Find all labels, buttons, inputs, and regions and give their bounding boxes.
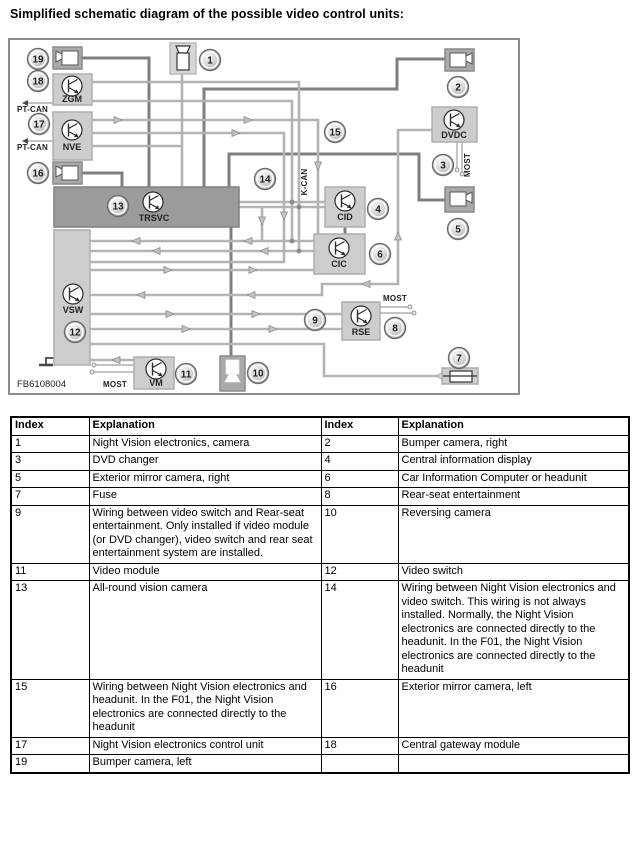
header-index-2: Index (321, 417, 398, 435)
callout-10 (248, 363, 269, 384)
header-explanation-1: Explanation (89, 417, 321, 435)
page-title: Simplified schematic diagram of the possible video control units: (10, 7, 405, 21)
svg-text:16: 16 (32, 168, 44, 180)
ptcan-label-1: PT-CAN (17, 105, 48, 114)
callout-8 (385, 318, 406, 339)
svg-text:9: 9 (312, 315, 318, 327)
index-cell: 19 (11, 755, 89, 773)
explanation-cell: Video module (89, 563, 321, 581)
module-cic (314, 234, 365, 274)
index-cell: 7 (11, 488, 89, 506)
explanation-cell: Rear-seat entertainment (398, 488, 629, 506)
svg-text:10: 10 (252, 368, 264, 380)
module-cid (325, 187, 365, 227)
index-cell: 16 (321, 679, 398, 737)
table-row (11, 755, 629, 773)
svg-text:11: 11 (180, 369, 192, 381)
svg-text:17: 17 (33, 119, 45, 131)
callout-9 (305, 310, 326, 331)
explanation-cell: Night Vision electronics, camera (89, 435, 321, 453)
wire-cam16-trsvc (82, 173, 122, 187)
callout-19 (28, 49, 49, 70)
index-cell: 17 (11, 737, 89, 755)
module-rse (342, 302, 380, 340)
callout-13 (108, 196, 129, 217)
explanation-cell: Bumper camera, left (89, 755, 321, 773)
index-cell: 9 (11, 505, 89, 563)
svg-text:8: 8 (392, 323, 398, 335)
table-row (11, 453, 629, 471)
svg-text:7: 7 (456, 353, 462, 365)
index-cell (321, 755, 398, 773)
callout-14 (255, 169, 276, 190)
module-vsw (54, 230, 90, 365)
table-header-row (11, 417, 629, 435)
svg-text:18: 18 (32, 76, 44, 88)
fuse-symbol (442, 368, 478, 384)
rse-label: RSE (351, 327, 371, 337)
index-cell: 11 (11, 563, 89, 581)
callout-5 (448, 219, 469, 240)
dvdc-label: DVDC (441, 130, 467, 140)
camera-19 (53, 47, 82, 69)
most-label-rse: MOST (383, 294, 407, 303)
table-row (11, 563, 629, 581)
table-row (11, 581, 629, 680)
callout-11 (176, 364, 197, 385)
module-trsvc (54, 187, 239, 227)
explanation-cell: Central information display (398, 453, 629, 471)
callout-15 (325, 122, 346, 143)
svg-text:12: 12 (69, 327, 81, 339)
module-zgm (53, 74, 92, 105)
table-row (11, 679, 629, 737)
svg-text:4: 4 (375, 204, 381, 216)
cid-label: CID (337, 212, 353, 222)
explanation-cell: Wiring between Night Vision electronics and video switch. This wiring is not always installed. Normally, the Night Vision electronics are connected directly to the headunit. In the F01, the Night Vision electronics are connected directly to the headunit (398, 581, 629, 680)
camera-5 (445, 187, 474, 212)
schematic-svg (10, 40, 518, 393)
svg-text:15: 15 (329, 127, 341, 139)
table-row (11, 435, 629, 453)
ptcan-label-2: PT-CAN (17, 143, 48, 152)
nve-label: NVE (62, 142, 82, 152)
trsvc-label: TRSVC (138, 213, 170, 223)
camera-16 (53, 162, 82, 184)
index-cell: 5 (11, 470, 89, 488)
svg-text:6: 6 (377, 249, 383, 261)
callout-2 (448, 77, 469, 98)
index-cell: 12 (321, 563, 398, 581)
index-cell: 10 (321, 505, 398, 563)
most-label-dvdc: MOST (463, 153, 472, 177)
module-nve (53, 112, 92, 160)
svg-text:5: 5 (455, 224, 461, 236)
index-cell: 1 (11, 435, 89, 453)
vm-label: VM (149, 378, 163, 388)
index-cell: 3 (11, 453, 89, 471)
callout-1 (200, 50, 221, 71)
index-cell: 15 (11, 679, 89, 737)
svg-text:3: 3 (440, 160, 446, 172)
most-label-vm: MOST (103, 380, 127, 389)
header-index-1: Index (11, 417, 89, 435)
index-cell: 8 (321, 488, 398, 506)
explanation-cell (398, 755, 629, 773)
vsw-label: VSW (62, 305, 84, 315)
explanation-cell: Central gateway module (398, 737, 629, 755)
header-explanation-2: Explanation (398, 417, 629, 435)
explanation-cell: Bumper camera, right (398, 435, 629, 453)
figure-id: FB6108004 (17, 379, 67, 390)
module-dvdc (432, 107, 477, 142)
explanation-cell: Reversing camera (398, 505, 629, 563)
legend-table (10, 416, 630, 774)
svg-text:13: 13 (112, 201, 124, 213)
callout-16 (28, 163, 49, 184)
camera-2 (445, 49, 474, 71)
table-row (11, 488, 629, 506)
callout-17 (29, 114, 50, 135)
index-cell: 18 (321, 737, 398, 755)
index-cell: 14 (321, 581, 398, 680)
explanation-cell: DVD changer (89, 453, 321, 471)
explanation-cell: All-round vision camera (89, 581, 321, 680)
callout-6 (370, 244, 391, 265)
svg-text:19: 19 (32, 54, 44, 66)
explanation-cell: Video switch (398, 563, 629, 581)
explanation-cell: Wiring between Night Vision electronics and headunit. In the F01, the Night Vision electronics are connected directly to the headunit (89, 679, 321, 737)
explanation-cell: Wiring between video switch and Rear-seat entertainment. Only installed if video module (or DVD changer), video switch and rear seat entertainment system are installed. (89, 505, 321, 563)
table-row (11, 470, 629, 488)
svg-text:1: 1 (207, 55, 213, 67)
table-row (11, 737, 629, 755)
callout-4 (368, 199, 389, 220)
svg-text:2: 2 (455, 82, 461, 94)
explanation-cell: Exterior mirror camera, left (398, 679, 629, 737)
index-cell: 4 (321, 453, 398, 471)
index-cell: 2 (321, 435, 398, 453)
kcan-label: K-CAN (300, 168, 309, 196)
callout-7 (449, 348, 470, 369)
zgm-label: ZGM (62, 94, 82, 104)
cic-label: CIC (331, 259, 347, 269)
schematic-diagram (8, 38, 520, 395)
svg-text:14: 14 (259, 174, 271, 186)
explanation-cell: Night Vision electronics control unit (89, 737, 321, 755)
camera-10-reversing (220, 356, 245, 391)
callout-18 (28, 71, 49, 92)
index-cell: 13 (11, 581, 89, 680)
table-row (11, 505, 629, 563)
explanation-cell: Exterior mirror camera, right (89, 470, 321, 488)
index-cell: 6 (321, 470, 398, 488)
callout-3 (433, 155, 454, 176)
camera-1-night-vision (170, 43, 196, 74)
explanation-cell: Car Information Computer or headunit (398, 470, 629, 488)
module-vm (134, 357, 174, 389)
wire-cam2-trsvc (204, 59, 445, 187)
explanation-cell: Fuse (89, 488, 321, 506)
callout-12 (65, 322, 86, 343)
